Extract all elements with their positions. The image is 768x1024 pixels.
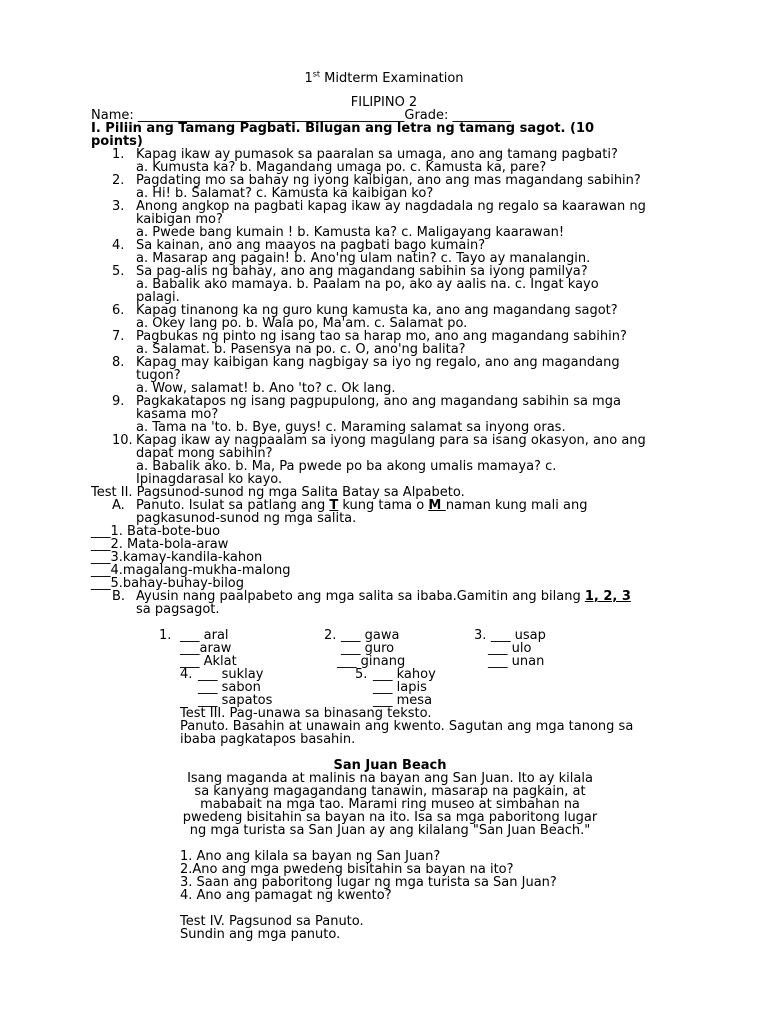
seq-item-2: ___2. Mata-bola-araw	[91, 537, 229, 552]
q4-choices: a. Masarap ang pagain! b. Ano'ng ulam natin? c. Tayo ay manalangin.	[136, 251, 591, 266]
test4-heading: Test IV. Pagsunod sa Panuto.	[180, 914, 364, 929]
comprehension-q4: 4. Ano ang pamagat ng kwento?	[180, 888, 392, 903]
number-hint: 1, 2, 3	[584, 589, 631, 604]
test2-a-instructions-cont: pagkasunod-sunod ng mga salita.	[136, 511, 357, 526]
q6-text: Kapag tinanong ka ng guro kung kamusta ka, ano ang magandang sagot?	[136, 303, 618, 318]
q9-text-cont: kasama mo?	[136, 407, 219, 422]
q10-text: Kapag ikaw ay nagpaalam sa iyong magulang para sa isang okasyon, ano ang	[136, 433, 646, 448]
test3-instructions: Panuto. Basahin at unawain ang kwento. Sagutan ang mga tanong sa	[180, 719, 634, 734]
group1-word3: ___ Aklat	[180, 654, 237, 669]
q8-text-cont: tugon?	[136, 368, 181, 383]
q8-text: Kapag may kaibigan kang nagbigay sa iyo ng regalo, ano ang magandang	[136, 355, 620, 370]
story-body: Isang maganda at malinis na bayan ang San Juan. Ito ay kilala sa kanyang magagandang tanawin, masarap na pagkain, at mababait na mga tao. Marami ring museo at simbahan na pwedeng bisitahin sa bayan na ito. Isa sa mga paboritong lugar ng mga turista sa San Juan ay ang kilalang "San Juan Beach."	[182, 771, 598, 838]
q6-num: 6.	[112, 303, 125, 318]
q1-text: Kapag ikaw ay pumasok sa paaralan sa umaga, ano ang tamang pagbati?	[136, 147, 618, 162]
test2-b-instructions: Ayusin nang paalpabeto ang mga salita sa ibaba.Gamitin ang bilang 1, 2, 3	[136, 589, 631, 604]
name-grade-line: Name: _________________________________________Grade: _________	[91, 108, 512, 123]
q3-text: Anong angkop na pagbati kapag ikaw ay nagdadala ng regalo sa kaarawan ng	[136, 199, 646, 214]
group5-word3: ___ mesa	[373, 693, 433, 708]
q8-choices: a. Wow, salamat! b. Ano 'to? c. Ok lang.	[136, 381, 396, 396]
seq-item-4: ___4.magalang-mukha-malong	[91, 563, 291, 578]
group4-word2: ___ sabon	[198, 680, 261, 695]
q9-choices: a. Tama na 'to. b. Bye, guys! c. Maraming salamat sa inyong oras.	[136, 420, 566, 435]
q3-text-cont: kaibigan mo?	[136, 212, 223, 227]
tama-letter: T	[329, 498, 339, 513]
q7-text: Pagbukas ng pinto ng isang tao sa harap mo, ano ang magandang sabihin?	[136, 329, 627, 344]
q2-choices: a. Hi! b. Salamat? c. Kamusta ka kaibigan ko?	[136, 186, 434, 201]
group4-word3: ___ sapatos	[198, 693, 273, 708]
q5-text: Sa pag-alis ng bahay, ano ang magandang sabihin sa iyong pamilya?	[136, 264, 588, 279]
test2-b-label: B.	[112, 589, 126, 604]
q5-choices: a. Babalik ako mamaya. b. Paalam na po, ako ay aalis na. c. Ingat kayo	[136, 277, 599, 292]
q10-text-cont: dapat mong sabihin?	[136, 446, 273, 461]
exam-title: 1st Midterm Examination	[304, 69, 464, 86]
group2-num: 2.	[324, 628, 337, 643]
q5-choices-cont: palagi.	[136, 290, 180, 305]
q9-num: 9.	[112, 394, 125, 409]
q2-text: Pagdating mo sa bahay ng iyong kaibigan, ano ang mas magandang sabihin?	[136, 173, 641, 188]
story-title: San Juan Beach	[333, 758, 447, 773]
q9-text: Pagkakatapos ng isang pagpupulong, ano ang magandang sabihin sa mga	[136, 394, 621, 409]
q3-choices: a. Pwede bang kumain ! b. Kamusta ka? c. Maligayang kaarawan!	[136, 225, 565, 240]
q7-choices: a. Salamat. b. Pasensya na po. c. O, ano'ng balita?	[136, 342, 466, 357]
seq-item-3: ___3.kamay-kandila-kahon	[91, 550, 263, 565]
test1-heading-cont: points)	[91, 134, 143, 149]
q5-num: 5.	[112, 264, 125, 279]
group2-word2: ___ guro	[341, 641, 395, 656]
group3-num: 3.	[474, 628, 487, 643]
test2-a-label: A.	[112, 498, 125, 513]
q6-choices: a. Okey lang po. b. Wala po, Ma'am. c. Salamat po.	[136, 316, 468, 331]
subject-title: FILIPINO 2	[350, 95, 418, 110]
test3-instructions-cont: ibaba pagkatapos basahin.	[180, 732, 356, 747]
group3-word2: ___ ulo	[488, 641, 532, 656]
group5-num: 5.	[355, 667, 368, 682]
q1-choices: a. Kumusta ka? b. Magandang umaga po. c. Kamusta ka, pare?	[136, 160, 547, 175]
q1-num: 1.	[112, 147, 125, 162]
test2-b-instructions-cont: sa pagsagot.	[136, 602, 220, 617]
q2-num: 2.	[112, 173, 125, 188]
comprehension-q3: 3. Saan ang paboritong lugar ng mga turista sa San Juan?	[180, 875, 557, 890]
group4-word1: ___ suklay	[198, 667, 264, 682]
group1-word2: ___araw	[180, 641, 232, 656]
test2-a-instructions: Panuto. Isulat sa patlang ang T kung tama o M naman kung mali ang	[136, 498, 588, 513]
test3-heading: Test III. Pag-unawa sa binasang teksto.	[180, 706, 432, 721]
group1-num: 1.	[159, 628, 172, 643]
seq-item-5: ___5.bahay-buhay-bilog	[91, 576, 245, 591]
comprehension-q1: 1. Ano ang kilala sa bayan ng San Juan?	[180, 849, 441, 864]
q10-choices: a. Babalik ako. b. Ma, Pa pwede po ba akong umalis mamaya? c.	[136, 459, 557, 474]
group3-word3: ___ unan	[488, 654, 545, 669]
group5-word1: ___ kahoy	[373, 667, 436, 682]
mali-letter: M	[428, 498, 446, 513]
comprehension-q2: 2.Ano ang mga pwedeng bisitahin sa bayan na ito?	[180, 862, 514, 877]
group3-word1: ___ usap	[491, 628, 546, 643]
q3-num: 3.	[112, 199, 125, 214]
seq-item-1: ___1. Bata-bote-buo	[91, 524, 221, 539]
group1-word1: ___ aral	[180, 628, 229, 643]
test4-instructions: Sundin ang mga panuto.	[180, 927, 341, 942]
test2-heading: Test II. Pagsunod-sunod ng mga Salita Batay sa Alpabeto.	[91, 485, 465, 500]
group2-word1: ___ gawa	[341, 628, 400, 643]
test1-heading: I. Piliin ang Tamang Pagbati. Bilugan ang letra ng tamang sagot. (10	[91, 121, 595, 136]
q8-num: 8.	[112, 355, 125, 370]
q4-num: 4.	[112, 238, 125, 253]
q4-text: Sa kainan, ano ang maayos na pagbati bago kumain?	[136, 238, 486, 253]
group5-word2: ___ lapis	[373, 680, 427, 695]
group2-word3: ___ ginang	[337, 654, 406, 669]
q10-num: 10.	[112, 433, 133, 448]
q10-choices-cont: Ipinagdarasal ko kayo.	[136, 472, 283, 487]
group4-num: 4.	[180, 667, 193, 682]
q7-num: 7.	[112, 329, 125, 344]
